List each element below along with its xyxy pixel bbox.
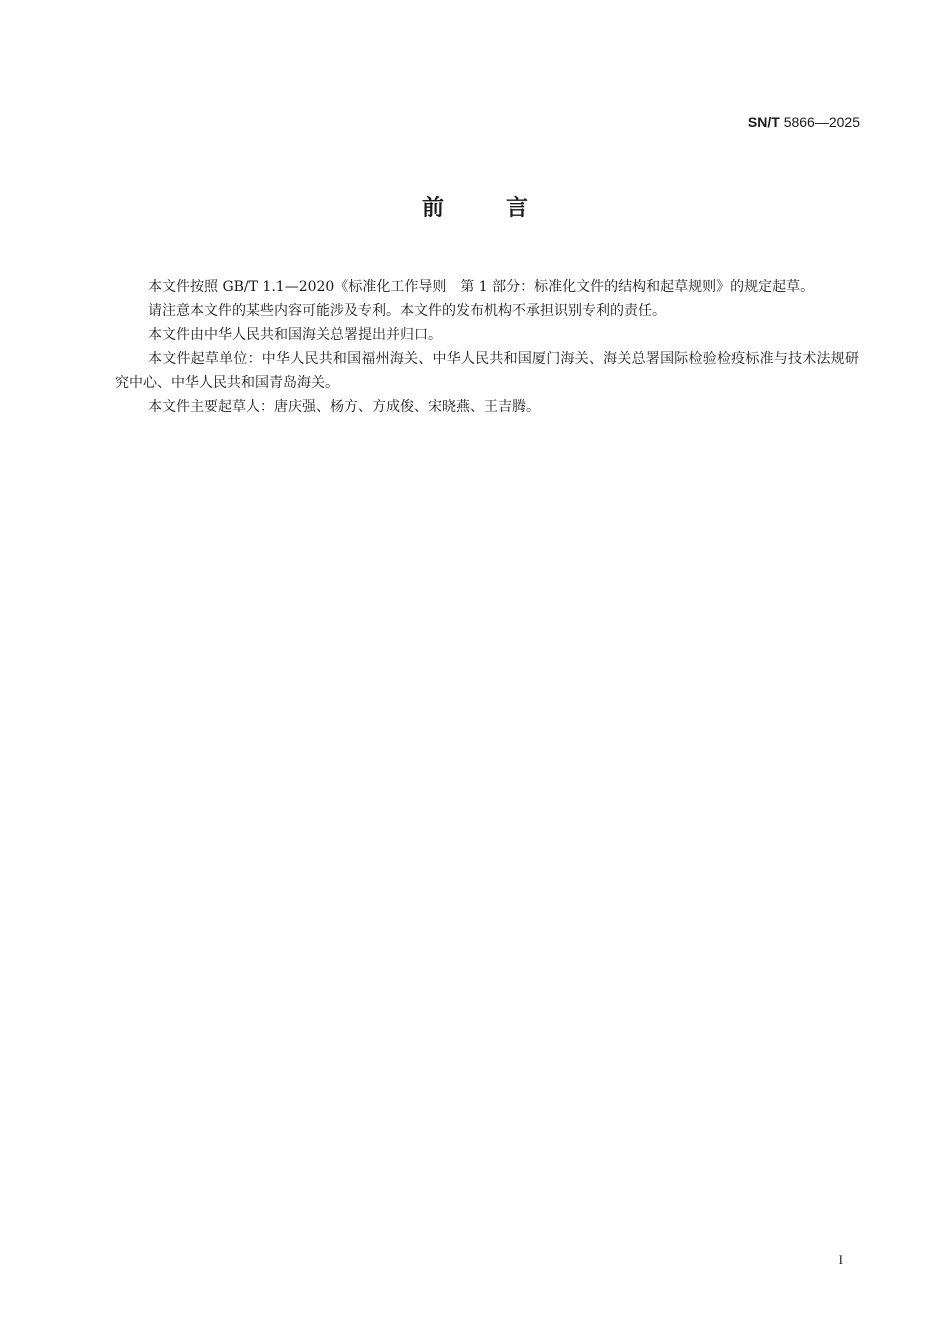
page-number: I [838,1252,843,1267]
paragraph-drafting-rules: 本文件按照 GB/T 1.1—2020《标准化工作导则 第 1 部分：标准化文件的结构和起草规则》的规定起草。 [148,279,815,295]
paragraph-proposer: 本文件由中华人民共和国海关总署提出并归口。 [148,327,442,343]
standard-prefix: SN/T [747,114,780,130]
standard-code [748,112,860,132]
standard-number: 5866—2025 [783,114,860,130]
foreword-body [115,275,859,419]
paragraph-drafting-units: 本文件起草单位：中华人民共和国福州海关、中华人民共和国厦门海关、海关总署国际检验检疫标准与技术法规研究中心、中华人民共和国青岛海关。 [115,351,859,391]
page-title: 前言 [421,196,590,221]
paragraph-drafters: 本文件主要起草人：唐庆强、杨方、方成俊、宋晓燕、王吉腾。 [148,399,540,415]
paragraph-patent-notice: 请注意本文件的某些内容可能涉及专利。本文件的发布机构不承担识别专利的责任。 [148,303,666,319]
